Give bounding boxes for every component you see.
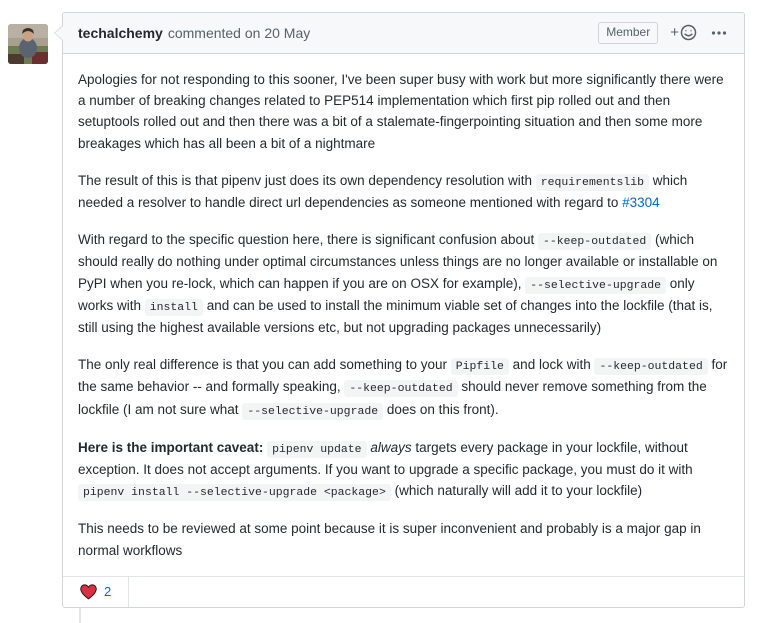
comment-paragraph: Here is the important caveat: pipenv update always targets every package in your lockfile, without exception. It does not accept arguments. If you want to upgrade a specific package, you must do it with pipenv install --selective-upgrade <package> (which naturally will add it to your lockfile) — [78, 439, 693, 500]
inline-code: pipenv update — [267, 441, 366, 458]
comment-timestamp[interactable]: commented on 20 May — [167, 24, 311, 41]
inline-code: --keep-outdated — [538, 233, 651, 250]
comment-paragraph: The result of this is that pipenv just does its own dependency resolution with requirementslib which needed a resolver to handle direct url dependencies as someone mentioned with regard to #3304 — [78, 172, 688, 211]
comment-paragraph: Apologies for not responding to this sooner, I've been super busy with work but more significantly there were a number of breaking changes related to PEP514 implementation which first pip rolled out and then setuptools rolled out and then there was a bit of a stalemate-fingerpointing situation and then some more breakages which has all been a bit of a nightmare — [78, 71, 724, 151]
inline-code: install — [145, 299, 203, 316]
inline-code: --selective-upgrade — [525, 277, 666, 294]
comment-body — [63, 54, 744, 576]
inline-code: --keep-outdated — [344, 380, 457, 397]
smiley-icon — [680, 24, 697, 41]
comment-paragraph: This needs to be reviewed at some point because it is super inconvenient and probably is a major gap in normal workflows — [78, 521, 701, 558]
inline-code: requirementslib — [536, 174, 649, 191]
inline-code: Pipfile — [451, 358, 509, 375]
plus-icon: + — [670, 24, 679, 42]
reaction-count: 2 — [104, 584, 112, 600]
comment-header-actions — [598, 22, 729, 44]
kebab-horizontal-icon — [711, 31, 727, 35]
italic-text: always — [370, 439, 412, 455]
bold-text: Here is the important caveat: — [78, 439, 264, 455]
inline-code: pipenv install --selective-upgrade <package> — [78, 484, 391, 501]
author-link[interactable]: techalchemy — [78, 24, 163, 41]
member-badge: Member — [598, 22, 658, 44]
inline-code: --selective-upgrade — [242, 403, 383, 420]
heart-emoji — [80, 584, 97, 600]
issue-link[interactable]: #3304 — [622, 195, 660, 211]
comment-paragraph: With regard to the specific question here, there is significant confusion about --keep-outdated (which should really do nothing under optimal circumstances unless things are no longer available or installable on PyPI when you re-lock, which can happen if you are on OSX for example), --selective-upgrade only works with install and can be used to install the minimum viable set of changes into the lockfile (that is, still using the highest available versions etc, but not upgrading packages unnecessarily) — [78, 232, 718, 335]
add-reaction-button[interactable] — [670, 24, 697, 41]
reactions-bar — [63, 576, 744, 607]
comment-paragraph: The only real difference is that you can add something to your Pipfile and lock with --keep-outdated for the same behavior -- and formally speaking, --keep-outdated should never remove something from the lockfile (I am not sure what --selective-upgrade does on this front). — [78, 357, 728, 418]
comment — [62, 12, 745, 608]
avatar-image — [8, 24, 48, 64]
avatar[interactable] — [8, 24, 48, 64]
heart-reaction-button[interactable] — [63, 577, 129, 607]
inline-code: --keep-outdated — [594, 358, 707, 375]
kebab-menu-button[interactable] — [709, 31, 729, 35]
comment-header — [63, 13, 744, 54]
